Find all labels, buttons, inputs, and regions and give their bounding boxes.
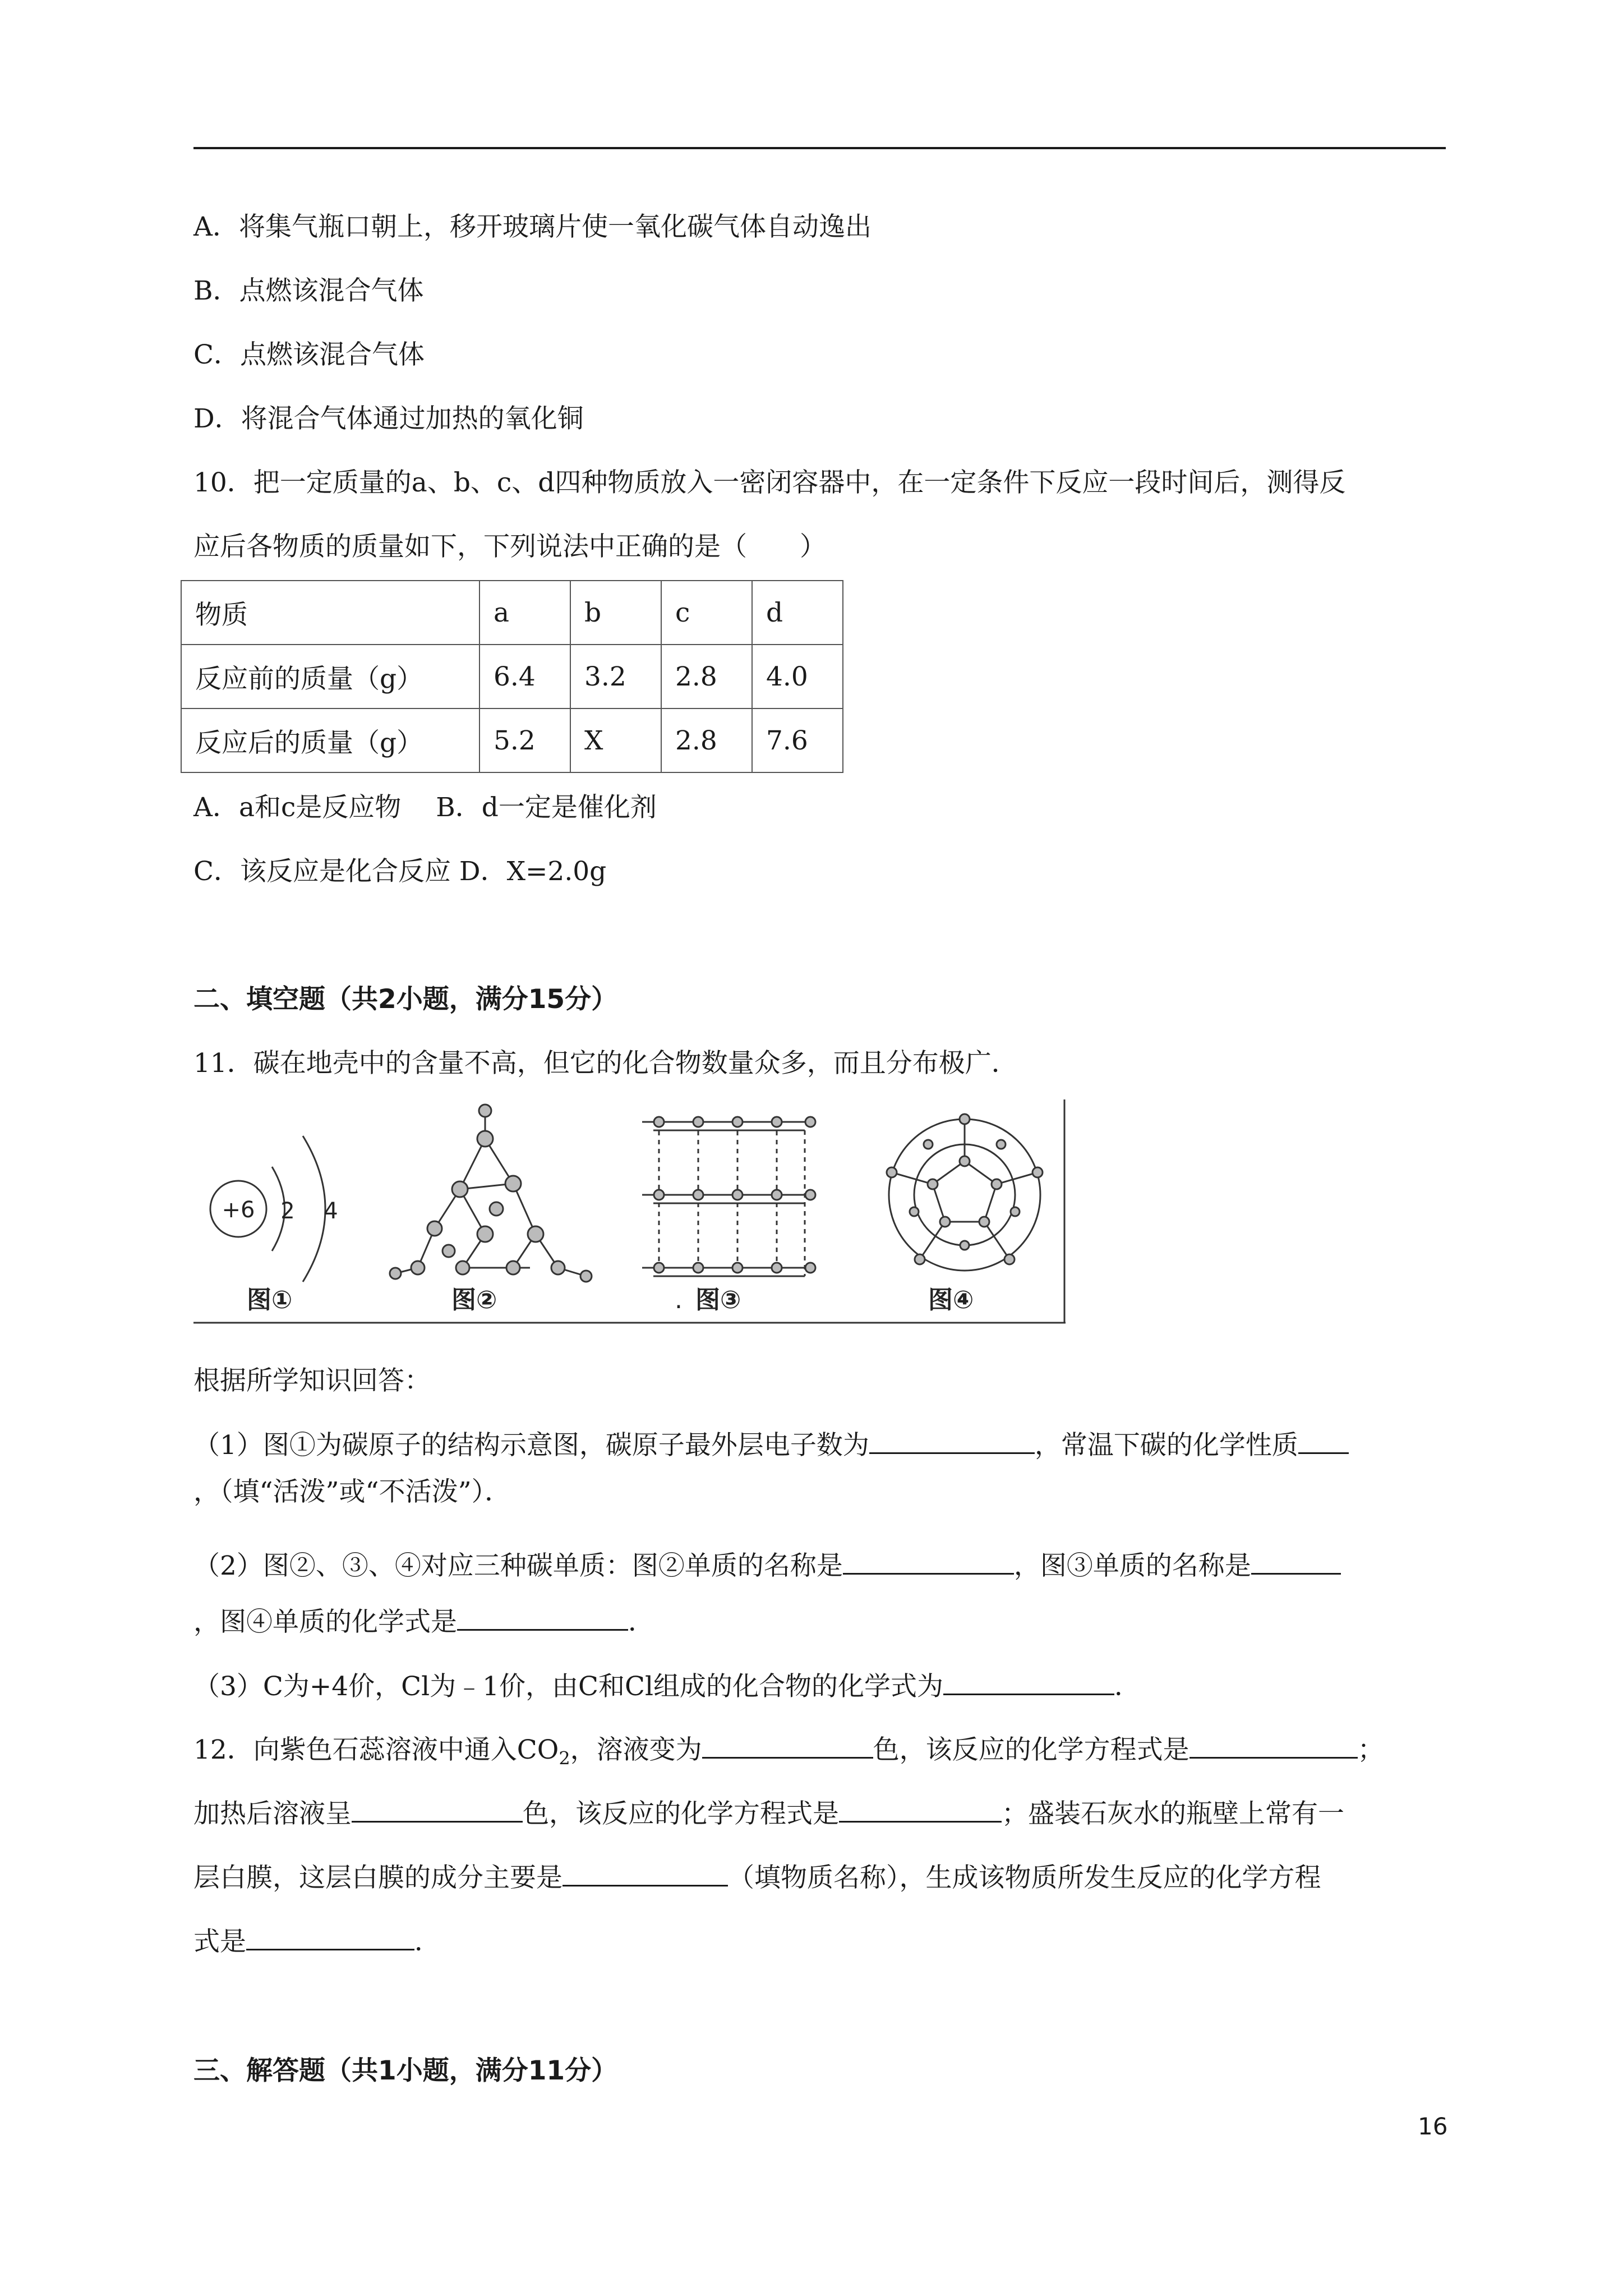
answer-blank[interactable] <box>562 1860 728 1887</box>
atom-structure-diagram <box>210 1136 338 1314</box>
q11-p2-text-b: ，图③单质的名称是 <box>1013 1550 1251 1581</box>
nucleus-charge: +6 <box>222 1197 255 1223</box>
table-cell: 物质 <box>181 581 479 645</box>
figure-caption-4: 图④ <box>928 1286 974 1314</box>
answer-blank[interactable] <box>246 1924 414 1950</box>
table-cell: 6.4 <box>479 645 570 708</box>
table-cell: 2.8 <box>661 708 752 772</box>
answer-blank[interactable] <box>1189 1732 1358 1759</box>
table-cell: c <box>661 581 752 645</box>
answer-blank[interactable] <box>843 1548 1014 1575</box>
q11-part2-line1 <box>193 1548 1341 1583</box>
answer-blank[interactable] <box>457 1604 628 1631</box>
q11-part1-line2: ，（填“活泼”或“不活泼”）． <box>193 1476 511 1507</box>
q12-text-f: 色，该反应的化学方程式是 <box>523 1798 839 1829</box>
q12-text-d: ； <box>1357 1734 1384 1765</box>
q12-text-h: 层白膜，这层白膜的成分主要是 <box>193 1862 562 1893</box>
diamond-lattice-diagram <box>390 1105 592 1282</box>
header-rule <box>193 147 1446 149</box>
q12-text-a: 12．向紫色石蕊溶液中通入CO <box>193 1734 559 1765</box>
q11-part3 <box>193 1669 1141 1704</box>
table-cell: 4.0 <box>752 645 843 708</box>
table-cell: a <box>479 581 570 645</box>
q12-line3 <box>193 1860 1321 1895</box>
figure-dot: . <box>675 1286 683 1314</box>
electron-shell-2 <box>303 1136 325 1282</box>
q12-text-k: ． <box>414 1926 441 1957</box>
table-row <box>181 645 843 708</box>
q11-prompt: 根据所学知识回答： <box>193 1365 431 1396</box>
fullerene-diagram <box>887 1114 1043 1271</box>
q12-text-i: （填物质名称），生成该物质所发生反应的化学方程 <box>728 1862 1321 1893</box>
figure-caption-3: 图③ <box>695 1286 741 1314</box>
answer-blank[interactable] <box>1251 1548 1341 1575</box>
q12-line1 <box>193 1732 1384 1775</box>
figure-caption-2: 图② <box>451 1286 497 1314</box>
section3-heading: 三、解答题（共1小题，满分11分） <box>193 2055 618 2086</box>
q12-line4 <box>193 1924 441 1959</box>
table-cell: X <box>570 708 661 772</box>
graphite-layers-diagram <box>642 1117 816 1276</box>
q12-text-c: 色，该反应的化学方程式是 <box>873 1734 1189 1765</box>
q9-option-a: A．将集气瓶口朝上，移开玻璃片使一氧化碳气体自动逸出 <box>193 211 872 242</box>
q11-p2-text-c: ，图④单质的化学式是 <box>193 1607 457 1637</box>
table-cell: 7.6 <box>752 708 843 772</box>
table-row <box>181 708 843 772</box>
carbon-structures-figure <box>193 1099 1066 1324</box>
q12-text-j: 式是 <box>193 1926 246 1957</box>
answer-blank[interactable] <box>1298 1428 1349 1454</box>
q9-option-c: C．点燃该混合气体 <box>193 339 425 370</box>
section2-heading: 二、填空题（共2小题，满分15分） <box>193 984 618 1015</box>
q11-p1-text-b: ，常温下碳的化学性质 <box>1034 1430 1298 1461</box>
table-cell: 反应后的质量（g） <box>181 708 479 772</box>
mass-table <box>181 580 843 773</box>
table-cell: 3.2 <box>570 645 661 708</box>
figure-caption-1: 图① <box>247 1286 293 1314</box>
table-cell: d <box>752 581 843 645</box>
q12-text-g: ；盛装石灰水的瓶壁上常有一 <box>1002 1798 1344 1829</box>
shell2-electrons: 4 <box>324 1198 338 1224</box>
q9-option-d: D．将混合气体通过加热的氧化铜 <box>193 403 584 434</box>
q12-text-b: ，溶液变为 <box>570 1734 702 1765</box>
q11-part2-line2 <box>193 1604 654 1639</box>
table-cell: 5.2 <box>479 708 570 772</box>
q11-p2-text-a: （2）图②、③、④对应三种碳单质：图②单质的名称是 <box>193 1550 843 1581</box>
q12-line2 <box>193 1796 1344 1831</box>
q11-p3-text-a: （3）C为+4价，Cl为﹣1价，由C和Cl组成的化合物的化学式为 <box>193 1671 943 1702</box>
table-header-row <box>181 581 843 645</box>
q11-p2-text-d: ． <box>628 1607 654 1637</box>
q9-option-b: B．点燃该混合气体 <box>193 275 424 306</box>
answer-blank[interactable] <box>352 1796 523 1823</box>
q10-stem-line1: 10．把一定质量的a、b、c、d四种物质放入一密闭容器中，在一定条件下反应一段时间后，测得反 <box>193 467 1346 498</box>
table-cell: b <box>570 581 661 645</box>
q11-p1-text-a: （1）图①为碳原子的结构示意图，碳原子最外层电子数为 <box>193 1430 869 1461</box>
q12-text-e: 加热后溶液呈 <box>193 1798 352 1829</box>
q10-options-line1: A．a和c是反应物 B．d一定是催化剂 <box>193 792 657 823</box>
answer-blank[interactable] <box>839 1796 1002 1823</box>
q11-stem: 11．碳在地壳中的含量不高，但它的化合物数量众多，而且分布极广． <box>193 1048 1018 1079</box>
answer-blank[interactable] <box>869 1428 1035 1454</box>
shell1-electrons: 2 <box>280 1198 295 1224</box>
table-cell: 2.8 <box>661 645 752 708</box>
table-cell: 反应前的质量（g） <box>181 645 479 708</box>
q11-part1-line1 <box>193 1428 1349 1462</box>
answer-blank[interactable] <box>702 1732 873 1759</box>
q10-options-line2: C．该反应是化合反应 D．X=2.0g <box>193 856 607 887</box>
q12-co2-subscript: 2 <box>559 1747 570 1769</box>
page-number: 16 <box>1418 2113 1448 2140</box>
answer-blank[interactable] <box>943 1669 1114 1695</box>
q10-stem-line2: 应后各物质的质量如下，下列说法中正确的是（ ） <box>193 531 826 562</box>
carbon-figure-svg <box>193 1099 1066 1324</box>
q11-p3-text-b: ． <box>1114 1671 1141 1702</box>
